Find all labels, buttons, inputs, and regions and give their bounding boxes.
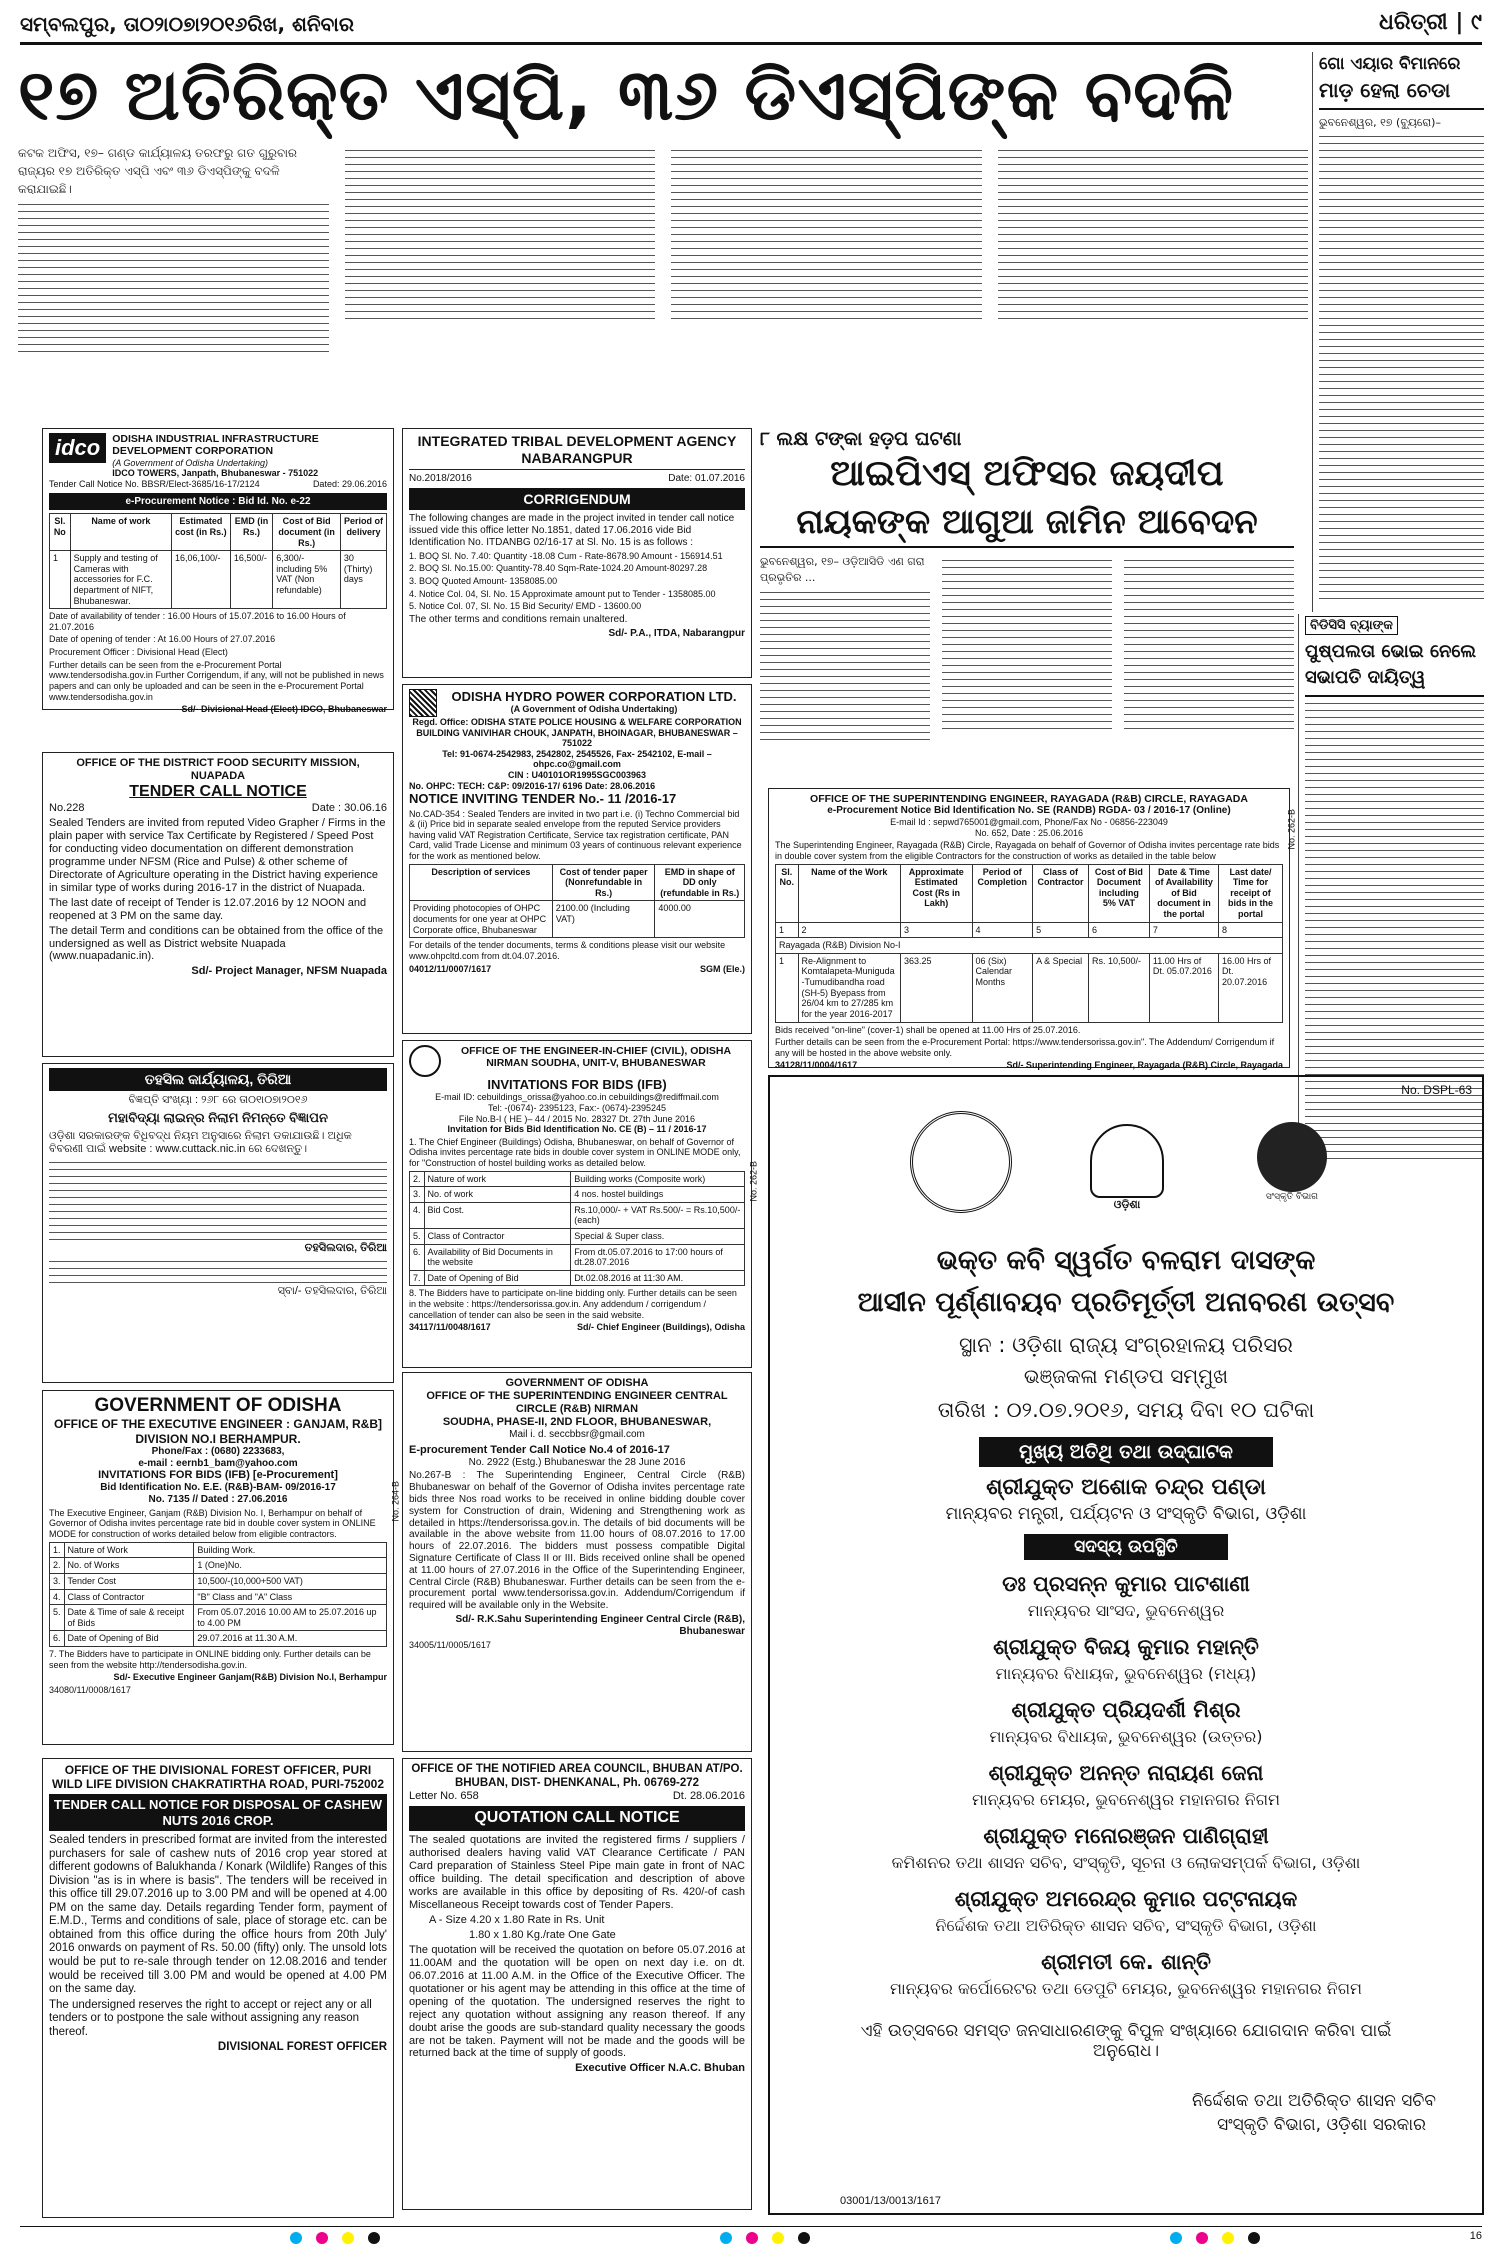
rayagada-col: Cost of Bid Document including 5% VAT [1088,864,1149,922]
cell: 5 [1033,922,1089,938]
list-item: 5. Notice Col. 07, Sl. No. 15 Bid Security/ EMD - 13600.00 [409,601,642,612]
ohpc-ref: No. OHPC: TECH: C&P: 09/2016-17/ 6196 Date: 28.06.2016 [409,780,656,791]
page-number: 16 [1469,2230,1482,2242]
rayagada-tail1: Bids received "on-line" (cover-1) shall be opened at 11.00 Hrs of 25.07.2016. [775,1024,1081,1035]
rayagada-email: E-mail Id : sepwd765001@gmail.com, Phone/Fax No - 06856-223049 [890,817,1168,828]
eic-email: E-mail ID: cebuildings_orissa@yahoo.co.in cebuildings@rediffmail.com [435,1092,719,1103]
dspl-date: ତାରିଖ : ୦୨.୦୭.୨୦୧୬, ସମୟ ଦିବା ୧୦ ଘଟିକା [937,1398,1315,1422]
rayagada-ref: 34128/11/0004/1617 [775,1060,858,1071]
dspl-chief-role: ମାନ୍ୟବର ମନ୍ତ୍ରୀ, ପର୍ଯ୍ୟଟନ ଓ ସଂସ୍କୃତି ବିଭାଗ, ଓଡ଼ିଶା [945,1504,1307,1524]
eic-file: File No.B-I ( HE )– 44 / 2015 No. 28327 Dt. 27th June 2016 [458,1113,696,1124]
rayagada-title: OFFICE OF THE SUPERINTENDING ENGINEER, RAYAGADA (R&B) CIRCLE, RAYAGADA [810,793,1248,805]
rayagada-notice-title: e-Procurement Notice Bid Identification No. SE (RANDB) RGDA- 03 / 2016-17 (Online) [827,805,1231,817]
ohpc-tel: Tel: 91-0674-2542983, 2542802, 2545526, Fax- 2542102, E-mail – ohpc.co@gmail.com [442,748,712,770]
itda-notice [402,428,752,678]
itda-corrigendum: CORRIGENDUM [409,488,745,511]
central-sign: Sd/- R.K.Sahu Superintending Engineer Central Circle (R&B), Bhubaneswar [455,1614,745,1637]
lead-body: କଟକ ଅଫିସ, ୧୭– ଗଣ୍ଡ କାର୍ଯ୍ୟାଳୟ ତରଫରୁ ଗତ ଗୁରୁବାର ରାଜ୍ୟର ୧୭ ଅତିରିକ୍ତ ଏସ୍‌ପି ଏବଂ ୩୬ ଡିଏସ୍‌ପିଙ୍କୁ ବଦଳି କରାଯାଇଛି। [18,146,298,196]
rayagada-table [775,864,1283,1023]
go-air-headline-2: ମାଡ଼ ହେଲା ଚେଡା [1319,76,1484,110]
cell: 2100.00 (Including VAT) [552,901,655,938]
nac-size-b: 1.80 x 1.80 Kg./rate One Gate [469,1928,616,1941]
rayagada-no: No. 652, Date : 25.06.2016 [974,827,1084,838]
guest-name: ଶ୍ରୀଯୁକ୍ତ ଅମରେନ୍ଦ୍ର କୁମାର ପଟ୍ଟନାୟକ [954,1887,1298,1911]
central-body: No.267-B : The Superintending Engineer, Central Circle (R&B) Bhubaneswar on behalf of the Governor of Odisha invites percentage rate bids three Nos road works to be received in online bidding double cover system for Construction of drain, Widening and Strengthening work as detailed in https://tendersorissa.gov.in. The details of bid documents will be available in the above website from 11.00 hours of 08.07.2016 to 17.00 hours of 22.07.2016. The bidders must possess compatible Digital Signature Certificate of Class II or III. Bids received online shall be opened at 11.00 hours of 27.07.2016 in the Office of the Superintending Engineer, Central Circle (R&B) Bhubaneswar. Further details can be seen from the e-procurement portal www.tendersorissa.gov.in. Addendum/Corrigendum if required will be available only in the Website. [409,1470,745,1612]
ganjam-title: GOVERNMENT OF ODISHA [94,1395,342,1416]
nac-size-a: A - Size 4.20 x 1.80 Rate in Rs. Unit [429,1913,605,1926]
eic-ref: 34117/11/0048/1617 [409,1322,491,1333]
itda-date: Date: 01.07.2016 [668,473,745,485]
central-notice-title: E-procurement Tender Call Notice No.4 of 2016-17 [409,1443,670,1456]
dspl-ad [768,1075,1484,2215]
cell: 4000.00 [655,901,745,938]
guest-role: ନିର୍ଦ୍ଦେଶକ ତଥା ଅତିରିକ୍ତ ଶାସନ ସଚିବ, ସଂସ୍କୃତି ବିଭାଗ, ଓଡ଼ିଶା [935,1916,1317,1935]
rayagada-col: Date & Time of Availability of Bid document in the portal [1149,864,1218,922]
itda-title: INTEGRATED TRIBAL DEVELOPMENT AGENCY NABARANGPUR [409,433,745,470]
table-row [50,1542,387,1558]
lead-story [18,52,1308,432]
cell: Nature of work [424,1171,571,1187]
cell: Special & Super class. [571,1229,745,1245]
ohpc-col-desc: Description of services [410,864,553,901]
cell: 4. [50,1589,65,1605]
idco-title: ODISHA INDUSTRIAL INFRASTRUCTURE DEVELOPMENT CORPORATION [112,433,319,458]
eic-p8: 8. The Bidders have to participate on-line bidding only. Further details can be seen in the website : https://tendersorissa.gov.in. Any addendum / corrigendum / cancellation of tender can also be seen in the said website. [409,1288,737,1320]
cell: Bid Cost. [424,1202,571,1228]
bdcc-tag: ବିଡିସିସି ବ୍ୟାଙ୍କ [1305,616,1398,635]
itda-sign: Sd/- P.A., ITDA, Nabarangpur [608,627,745,639]
guest-role: ମାନ୍ୟବର ବିଧାୟକ, ଭୁବନେଶ୍ୱର (ଉତ୍ତର) [989,1727,1263,1746]
ips-kicker: ୮ ଲକ୍ଷ ଟଙ୍କା ହଡ଼ପ ଘଟଣା [760,428,962,450]
cell: 29.07.2016 at 11.30 A.M. [194,1631,387,1647]
rayagada-col: Last date/ Time for receipt of bids in the portal [1219,864,1283,922]
cell: 11.00 Hrs of Dt. 05.07.2016 [1149,953,1218,1022]
central-no: No. 2922 (Estg.) Bhubaneswar the 28 June 2016 [468,1456,686,1468]
dspl-venue-1: ସ୍ଥାନ : ଓଡ଼ିଶା ରାଜ୍ୟ ସଂଗ୍ରହାଳୟ ପରିସର [959,1333,1293,1357]
table-row [410,1270,745,1286]
ganjam-vert: No. 264-B [391,1481,401,1522]
rayagada-col: Sl. No. [776,864,799,922]
cell: 2. [50,1558,65,1574]
nac-title: OFFICE OF THE NOTIFIED AREA COUNCIL, BHUBAN AT/PO. BHUBAN, DIST- DHENKANAL, Ph. 06769-272 [411,1763,743,1789]
cell: Building works (Composite work) [571,1171,745,1187]
ohpc-sub: (A Government of Odisha Undertaking) [510,704,678,715]
nuapada-notice [42,752,394,1057]
puri-notice-title: TENDER CALL NOTICE FOR DISPOSAL OF CASHEW NUTS 2016 CROP. [49,1794,387,1831]
ips-headline-1: ଆଇପିଏସ୍ ଅଫିସର ଜୟଦୀପ [830,453,1224,494]
ganjam-table [49,1542,387,1647]
rayagada-col: Name of the Work [798,864,900,922]
dspl-headline-2: ଆସୀନ ପୂର୍ଣ୍ଣାବୟବ ପ୍ରତିମୂର୍ତ୍ତୀ ଅନାବରଣ ଉତ୍ସବ [857,1287,1395,1318]
paper-name: ଧରିତ୍ରୀ | ୯ [1378,10,1482,35]
ips-headline-2: ନାୟକଙ୍କ ଆଗୁଆ ଜାମିନ ଆବେଦନ [760,498,1294,548]
eic-sign: Sd/- Chief Engineer (Buildings), Odisha [576,1322,745,1333]
rayagada-notice [768,788,1297,1071]
ips-body: ଭୁବନେଶ୍ୱର, ୧୭– ଓଡ଼ିଆସିଡି ଏଣ ଗରା ପ୍ରଭୃତିର ... [760,555,925,584]
ohpc-notice-title: NOTICE INVITING TENDER No.- 11 /2016-17 [409,791,677,807]
idco-opening: Date of opening of tender : At 16.00 Hours of 27.07.2016 [49,634,276,645]
rayagada-col: Class of Contractor [1033,864,1089,922]
cell: Dt.02.08.2016 at 11:30 AM. [571,1270,745,1286]
cell: 7 [1149,922,1218,938]
cell: 4 nos. hostel buildings [571,1187,745,1203]
nuapada-date: Date : 30.06.16 [311,801,387,814]
table-row [410,1229,745,1245]
list-item: 2. BOQ Sl. No.15.00: Quantity-78.40 Sqm-Rate-1024.20 Amount-80297.28 [409,563,708,574]
cell: 2 [798,922,900,938]
idco-dated: Dated: 29.06.2016 [312,478,387,489]
footer [20,2226,1482,2248]
cell: Supply and testing of Cameras with accessories for F.C. department of NIFT, Bhubaneswar. [70,551,171,609]
cell: "B" Class and "A" Class [194,1589,387,1605]
ohpc-logo-icon [409,689,437,717]
dept-logo-text: ସଂସ୍କୃତି ବିଭାଗ [1265,1192,1319,1202]
cell: Providing photocopies of OHPC documents for one year at OHPC Corporate office, Bhubaneswar [410,901,553,938]
puri-forest-notice [42,1758,394,2218]
cell: Building Work. [194,1542,387,1558]
cell: Class of Contractor [64,1589,194,1605]
dateline: ସମ୍ବଲପୁର, ତା୦୨ା୦୭ା୨୦୧୬ରିଖ, ଶନିବାର [20,12,355,36]
cell: 1 (One)No. [194,1558,387,1574]
dspl-venue-2: ଭଞ୍ଜକଳା ମଣ୍ଡପ ସମ୍ମୁଖ [1023,1364,1229,1388]
ohpc-col-cost: Cost of tender paper (Nonrefundable in Rs.) [552,864,655,901]
itda-body: The following changes are made in the project invited in tender call notice issued vide this office letter No.1851, dated 17.06.2016 vide Bid Identification No. ITDANBG 02/16-17 at Sl. No. 15 is as follows : [409,513,735,548]
idco-table [49,513,387,609]
ohpc-title: ODISHA HYDRO POWER CORPORATION LTD. [451,689,737,704]
list-item: 4. Notice Col. 04, Sl. No. 15 Approximate amount put to Tender - 1358085.00 [409,588,716,599]
central-title-3: SOUDHA, PHASE-II, 2ND FLOOR, BHUBANESWAR, [442,1415,712,1428]
cell: Date & Time of sale & receipt of Bids [64,1605,194,1631]
table-row [410,1171,745,1187]
central-ref: 34005/11/0005/1617 [409,1639,491,1650]
ohpc-ref2: 04012/11/0007/1617 [409,963,492,974]
nac-sign: Executive Officer N.A.C. Bhuban [575,2062,745,2075]
cell: 6,300/- including 5% VAT (Non refundable) [273,551,341,609]
bdcc-headline: ପୁଷ୍ପଲତା ଭୋଇ ନେଲେ ସଭାପତି ଦାୟିତ୍ୱ [1305,639,1484,697]
dspl-guest-label: ସଦସ୍ୟ ଉପସ୍ଥିତି [1024,1534,1228,1560]
dspl-sign-2: ସଂସ୍କୃତି ବିଭାଗ, ଓଡ଼ିଶା ସରକାର [1217,2115,1426,2135]
ganjam-bid: Bid Identification No. E.E. (R&B)-BAM- 09/2016-17 [100,1482,336,1494]
idco-col-cost: Estimated cost (in Rs.) [172,514,231,551]
rayagada-col: Approximate Estimated Cost (Rs in Lakh) [901,864,972,922]
table-row [776,953,1283,1022]
idco-notice-title: e-Procurement Notice : Bid Id. No. e-22 [49,493,387,511]
idco-sub: (A Government of Odisha Undertaking) [112,457,268,468]
table-row [50,1605,387,1631]
rayagada-tail2: Further details can be seen from the e-Procurement Portal: https://www.tendersorissa.gov.in". The Addendum/ Corrigendum if any will be hosted in the above website only. [775,1037,1275,1058]
puri-body: Sealed tenders in prescribed format are invited from the interested purchasers for sale of cashew nuts of 2016 crop year stored at different godowns of Balukhanda / Konark (Wildlife) Ranges of this Division "as is in where is basis". The tenders will be received in this office till 29.07.2016 up to 3.00 PM and will be opened at 4.00 PM on the same day. Details regarding Tender form, payment of E.M.D., Terms and conditions of sale, place of storage etc. can be obtained from this office during the office hours from 20th July' 2016 onwards on payment of Rs. 50.00 (fifty) only. The unsold lots would be put to re-sale through tender on 12.08.2016 and tender would be received till 3.00 PM and would be opened at 4.00 PM on the same day. [49,1833,387,1996]
nac-body: The sealed quotations are invited the registered firms / suppliers / authorised dealers having valid VAT Clearance Certificate / PAN Card preparation of Stainless Steel Pipe main gate in front of NAC office building. The detail specification and description of above works are available in this office by depositing of Rs. 420/-of cash Miscellaneous Receipt towards cost of Tender Papers. [409,1833,745,1911]
nuapada-last: The last date of receipt of Tender is 12.07.2016 by 12 NOON and reopened at 3 PM on the same day. [49,896,367,922]
table-row [50,1558,387,1574]
cell: 10,500/-(10,000+500 VAT) [194,1573,387,1589]
ganjam-office: OFFICE OF THE EXECUTIVE ENGINEER : GANJAM, R&B] DIVISION NO.I BERHAMPUR. [53,1417,383,1446]
color-registration-marks [290,2232,380,2244]
ohpc-addr: Regd. Office: ODISHA STATE POLICE HOUSING & WELFARE CORPORATION BUILDING VANIVIHAR CHOUK, JANPATH, BHOINAGAR, BHUBANESWAR – 751022 [412,717,742,749]
tahasil-sign2: ସ୍ବା/- ତହସିଲଦାର, ତିରିଆ [277,1284,387,1297]
masthead [20,8,1482,48]
idco-avail: Date of availability of tender : 16.00 Hours of 15.07.2016 to 16.00 Hours of 21.07.2016 [49,611,346,632]
cell: 4 [972,922,1033,938]
table-row [50,1631,387,1647]
cell: 2. [410,1171,425,1187]
cell: Nature of Work [64,1542,194,1558]
bdcc-story [1298,614,1484,1134]
puri-title: OFFICE OF THE DIVISIONAL FOREST OFFICER, PURI WILD LIFE DIVISION CHAKRATIRTHA ROAD, PURI-752002 [51,1763,385,1792]
tahasil-title: ତହସିଲ କାର୍ଯ୍ୟାଳୟ, ତିରିଆ [49,1068,387,1091]
cell: Re-Alignment to Komtalapeta-Muniguda -Tumudibandha road (SH-5) Byepass from 26/04 km to 27/285 km for the year 2016-2017 [798,953,900,1022]
color-registration-marks [720,2232,810,2244]
nuapada-no: No.228 [49,801,85,814]
guest-name: ଡଃ ପ୍ରସନ୍ନ କୁମାର ପାଟଶାଣୀ [1002,1572,1250,1596]
central-mail: Mail i. d. seccbbsr@gmail.com [509,1428,645,1440]
odisha-state-emblem [1082,1112,1172,1212]
guest-role: କମିଶନର ତଥା ଶାସନ ସଚିବ, ସଂସ୍କୃତି, ସୂଚନା ଓ ଲୋକସମ୍ପର୍କ ବିଭାଗ, ଓଡ଼ିଶା [891,1853,1361,1872]
idco-col-emd: EMD (in Rs.) [230,514,272,551]
ohpc-sign: SGM (Ele.) [699,963,745,974]
nac-date: Dt. 28.06.2016 [672,1790,745,1803]
dspl-headline-1: ଭକ୍ତ କବି ସ୍ୱର୍ଗତ ବଳରାମ ଦାସଙ୍କ [936,1245,1316,1276]
ganjam-sign: Sd/- Executive Engineer Ganjam(R&B) Division No.I, Berhampur [113,1672,387,1683]
ganjam-email: e-mail : eernb1_bam@yahoo.com [138,1457,298,1469]
rayagada-col: Period of Completion [972,864,1033,922]
emblem-text: ଓଡ଼ିଶା [1113,1198,1141,1211]
table-row [50,1573,387,1589]
guest-name: ଶ୍ରୀଯୁକ୍ତ ବିଜୟ କୁମାର ମହାନ୍ତି [993,1635,1259,1659]
eic-notice [402,1040,759,1368]
guest-role: ମାନ୍ୟବର ସାଂସଦ, ଭୁବନେଶ୍ୱର [1027,1601,1225,1620]
guest-role: ମାନ୍ୟବର କର୍ପୋରେଟର ତଥା ଡେପୁଟି ମେୟର, ଭୁବନେଶ୍ୱର ମହାନଗର ନିଗମ [890,1979,1362,1998]
lead-headline: ୧୭ ଅତିରିକ୍ତ ଏସ୍‌ପି, ୩୬ ଡିଏସ୍‌ପିଙ୍କ ବଦଳି [18,54,1234,136]
cell: 1. [50,1542,65,1558]
idco-col-sl: Sl. No [50,514,71,551]
idco-col-work: Name of work [70,514,171,551]
tahasil-notice [42,1063,394,1383]
idco-officer: Procurement Officer : Divisional Head (Elect) [49,647,228,658]
cell: 5. [410,1229,425,1245]
go-air-headline-1: ଗୋ ଏୟାର ବିମାନରେ [1319,54,1461,74]
tahasil-ref: ବିଜ୍ଞପ୍ତି ସଂଖ୍ୟା : ୨୬୮ ରେ ତା୦୧ା୦୭ା୨୦୧୬ [128,1093,308,1106]
cell: Tender Cost [64,1573,194,1589]
cell: 3. [410,1187,425,1203]
nuapada-sign: Sd/- Project Manager, NFSM Nuapada [191,965,387,978]
eic-tel: Tel: -(0674)- 2395123, Fax:- (0674)-2395245 [487,1102,667,1113]
go-air-byline: ଭୁବନେଶ୍ୱର, ୧୭ (ବ୍ୟୁରୋ)– [1319,116,1441,129]
dspl-chief-name: ଶ୍ରୀଯୁକ୍ତ ଅଶୋକ ଚନ୍ଦ୍ର ପଣ୍ଡା [986,1475,1266,1500]
guest-name: ଶ୍ରୀଯୁକ୍ତ ଅନନ୍ତ ନାରାୟଣ ଜେନା [988,1761,1264,1785]
ganjam-notice [42,1390,401,1745]
cell: 5. [50,1605,65,1631]
cell: 6. [410,1244,425,1270]
cell: 1 [776,922,799,938]
color-registration-marks [1170,2232,1260,2244]
cell: No. of work [424,1187,571,1203]
cell: 06 (Six) Calendar Months [972,953,1033,1022]
cell: 16,06,100/- [172,551,231,609]
cell: Rs. 10,500/- [1088,953,1149,1022]
guest-name: ଶ୍ରୀଯୁକ୍ତ ପ୍ରିୟଦର୍ଶୀ ମିଶ୍ର [1011,1698,1241,1722]
itda-no: No.2018/2016 [409,473,472,485]
table-row [410,1187,745,1203]
cell: 363.25 [901,953,972,1022]
cell: No. of Works [64,1558,194,1574]
idco-further: Further details can be seen from the e-Procurement Portal www.tendersodisha.gov.in Further Corrigendum, if any, will not be published in news papers and can only be uploaded and can be seen in the e-Procurement Portal www.tendersodisha.gov.in [49,659,384,702]
cell: 3. [50,1573,65,1589]
eic-title: OFFICE OF THE ENGINEER-IN-CHIEF (CIVIL), ODISHA NIRMAN SOUDHA, UNIT-V, BHUBANESWAR [460,1045,732,1070]
ohpc-table [409,864,745,939]
cell: Rs.10,000/- + VAT Rs.500/- = Rs.10,500/- (each) [571,1202,745,1228]
cell: From dt.05.07.2016 to 17:00 hours of dt.28.07.2016 [571,1244,745,1270]
table-row [410,1202,745,1228]
idco-col-doc: Cost of Bid document (in Rs.) [273,514,341,551]
rayagada-sign: Sd/- Superintending Engineer, Rayagada (R&B) Circle, Rayagada [1006,1060,1283,1071]
nac-notice-title: QUOTATION CALL NOTICE [409,1806,745,1831]
ohpc-notice [402,684,752,1034]
itda-tail: The other terms and conditions remain unaltered. [409,613,628,625]
eic-table [409,1171,745,1287]
cell: 1 [776,953,799,1022]
ganjam-body: The Executive Engineer, Ganjam (R&B) Division No. I, Berhampur on behalf of Governor of Odisha invites percentage rate bid in double cover system in ONLINE MODE for construction of works detailed below from eligible contractors. [49,1507,376,1540]
dspl-no: No. DSPL-63 [1401,1083,1472,1097]
table-row [50,1589,387,1605]
ohpc-col-emd: EMD in shape of DD only (refundable in Rs.) [655,864,745,901]
guest-name: ଶ୍ରୀଯୁକ୍ତ ମନୋରଞ୍ଜନ ପାଣିଗ୍ରାହୀ [983,1824,1269,1848]
cell: 16,500/- [230,551,272,609]
dspl-chief-label: ମୁଖ୍ୟ ଅତିଥି ତଥା ଉଦ୍‌ଘାଟକ [979,1437,1273,1467]
nuapada-notice-title: TENDER CALL NOTICE [129,782,307,800]
table-row [410,901,745,938]
rayagada-vert: No. 262-B [1287,809,1297,850]
cell: 6. [50,1631,65,1647]
rayagada-body: The Superintending Engineer, Rayagada (R&B) Circle, Rayagada on behalf of Governor of Odisha invites percentage rate bids in double cover system from the eligible Contractors for the construction of works as detailed in the table below [775,840,1280,861]
ganjam-notice-title: INVITATIONS FOR BIDS (IFB) [e-Procurement] [98,1469,338,1482]
tahasil-heading: ମହାବିଦ୍ୟା ଲାଇନ୍‌ର ନିଲାମ ନିମନ୍ତେ ବିଜ୍ଞାପନ [108,1110,328,1126]
cell: Date of Opening of Bid [64,1631,194,1647]
rayagada-division: Rayagada (R&B) Division No-I [776,938,1283,954]
idco-sign: Sd/- Divisional Head (Elect) IDCO, Bhubaneswar [181,704,387,715]
ganjam-p7: 7. The Bidders have to participate in ONLINE bidding only. Further details can be seen from the website http://tendersodisha.gov.in. [49,1648,371,1670]
idco-ref: Tender Call Notice No. BBSR/Elect-3685/16-17/2124 [49,478,260,489]
cell: 16.00 Hrs of Dt. 20.07.2016 [1219,953,1283,1022]
ohpc-tail: For details of the tender documents, terms & conditions please visit our website www.ohpcltd.com from dt.04.07.2016. [409,940,726,961]
dspl-ref: 03001/13/0013/1617 [840,2195,941,2207]
cell: Date of Opening of Bid [424,1270,571,1286]
nac-body2: The quotation will be received the quotation on before 05.07.2016 at 11.00AM and the quotation will be open on next day i.e. on dt. 06.07.2016 at 11.00 A.M. in the Office of the Executive Officer. The quotationer or his agent may be attending in this office at the time of opening of the quotation. The undersigned reserves the right to reject any quotation without assigning any reason thereof. If any doubt arise the goods are sub-standard quality necessary the goods are not be taken. Payment will not be made and the goods will be returned back at the time of supply of goods. [409,1943,745,2060]
cell: 1 [50,551,71,609]
idco-notice [42,428,394,715]
go-air-story [1312,52,1484,612]
odisha-emblem-icon [409,1045,441,1077]
eic-bid: Invitation for Bids Bid Identification No. CE (B) – 11 / 2016-17 [447,1124,707,1135]
eic-p1: 1. The Chief Engineer (Buildings) Odisha, Bhubaneswar, on behalf of Governor of Odisha invites percentage rate bids in double cover system in ONLINE MODE only, for "Construction of hostel building works as detailed below. [409,1136,741,1168]
nac-letter: Letter No. 658 [409,1790,479,1803]
dspl-sign-1: ନିର୍ଦ୍ଦେଶକ ତଥା ଅତିରିକ୍ତ ଶାସନ ସଚିବ [1192,2091,1436,2111]
guest-role: ମାନ୍ୟବର ମେୟର, ଭୁବନେଶ୍ୱର ମହାନଗର ନିଗମ [972,1790,1280,1809]
cell: 8 [1219,922,1283,938]
puri-tail: The undersigned reserves the right to accept or reject any or all tenders or to postpone the sale without assigning any reason thereof. [49,1998,372,2038]
central-circle-notice [402,1372,752,1752]
nuapada-body: Sealed Tenders are invited from reputed Video Grapher / Firms in the plain paper with service Tax Certificate by Registered / Speed Post for conducting video documentation on different demonstration programme under NFSM (Rice and Pulse) & other scheme of Directorate of Agriculture operating in the District having experience in similar type of works during 2016-17 in the district of Nuapada. [49,816,386,894]
cell: Availability of Bid Documents in the website [424,1244,571,1270]
cell: A & Special [1033,953,1089,1022]
ganjam-phone: Phone/Fax : (0680) 2233683, [151,1445,285,1457]
cell: 6 [1088,922,1149,938]
puri-sign: DIVISIONAL FOREST OFFICER [217,2041,387,2054]
nuapada-detail: The detail Term and conditions can be obtained from the office of the undersigned as well as District website Nuapada (www.nuapadanic.in). [49,924,384,963]
central-title-1: GOVERNMENT OF ODISHA [505,1377,649,1389]
central-title-2: OFFICE OF THE SUPERINTENDING ENGINEER CENTRAL CIRCLE (R&B) NIRMAN [426,1389,728,1415]
cell: From 05.07.2016 10.00 AM to 25.07.2016 up to 4.00 PM [194,1605,387,1631]
ips-story [760,428,1294,780]
idco-address: IDCO TOWERS, Janpath, Bhubaneswar - 751022 [112,468,319,479]
cell: Class of Contractor [424,1229,571,1245]
idco-logo: idco [49,433,106,463]
ohpc-cin: CIN : U40101OR1995SGC003963 [507,770,647,781]
cell: 4. [410,1202,425,1228]
cell: 3 [901,922,972,938]
cell: 30 (Thirty) days [340,551,386,609]
guest-role: ମାନ୍ୟବର ବିଧାୟକ, ଭୁବନେଶ୍ୱର (ମଧ୍ୟ) [995,1664,1257,1683]
list-item: 3. BOQ Quoted Amount- 1358085.00 [409,575,558,586]
ohpc-body: No.CAD-354 : Sealed Tenders are invited in two part i.e. (i) Techno Commercial bid & (ii) Price bid in separate sealed envelope from the reputed Service providers having valid VAT Registration Certificate, Service tax registration certificate, PAN Card, valid Trade License and minimum 03 years of continuous relevant experience for the work as mentioned below. [409,808,742,862]
culture-dept-logo [1242,1112,1342,1212]
dspl-appeal: ଏହି ଉତ୍ସବରେ ସମସ୍ତ ଜନସାଧାରଣଙ୍କୁ ବିପୁଳ ସଂଖ୍ୟାରେ ଯୋଗଦାନ କରିବା ପାଇଁ ଅନୁରୋଧ। [860,2021,1392,2061]
nuapada-title: OFFICE OF THE DISTRICT FOOD SECURITY MISSION, NUAPADA [76,757,360,782]
museum-emblem-icon [910,1111,1012,1213]
guest-name: ଶ୍ରୀମତୀ କେ. ଶାନ୍ତି [1041,1950,1211,1974]
cell: 7. [410,1270,425,1286]
table-row [410,1244,745,1270]
table-row [50,551,387,609]
ganjam-ref: 34080/11/0008/1617 [49,1684,131,1695]
tahasil-body: ଓଡ଼ିଶା ସରକାରଙ୍କ ବିଧିବଦ୍ଧ ନିୟମ ଅନୁସାରେ ନିଲାମ ଡକାଯାଉଛି। ଅଧିକ ବିବରଣୀ ପାଇଁ website : www.cuttack.nic.in ରେ ଦେଖନ୍ତୁ। [49,1129,352,1155]
eic-vert: No. 262-B [749,1161,759,1202]
list-item: 1. BOQ Sl. No. 7.40: Quantity -18.08 Cum - Rate-8678.90 Amount - 156914.51 [409,550,723,561]
nac-bhuban-notice [402,1758,752,2210]
idco-col-period: Period of delivery [340,514,386,551]
tahasil-sign1: ତହସିଲଦାର, ତିରିଆ [304,1241,387,1254]
eic-notice-title: INVITATIONS FOR BIDS (IFB) [487,1077,667,1092]
ganjam-no: No. 7135 // Dated : 27.06.2016 [148,1494,288,1506]
